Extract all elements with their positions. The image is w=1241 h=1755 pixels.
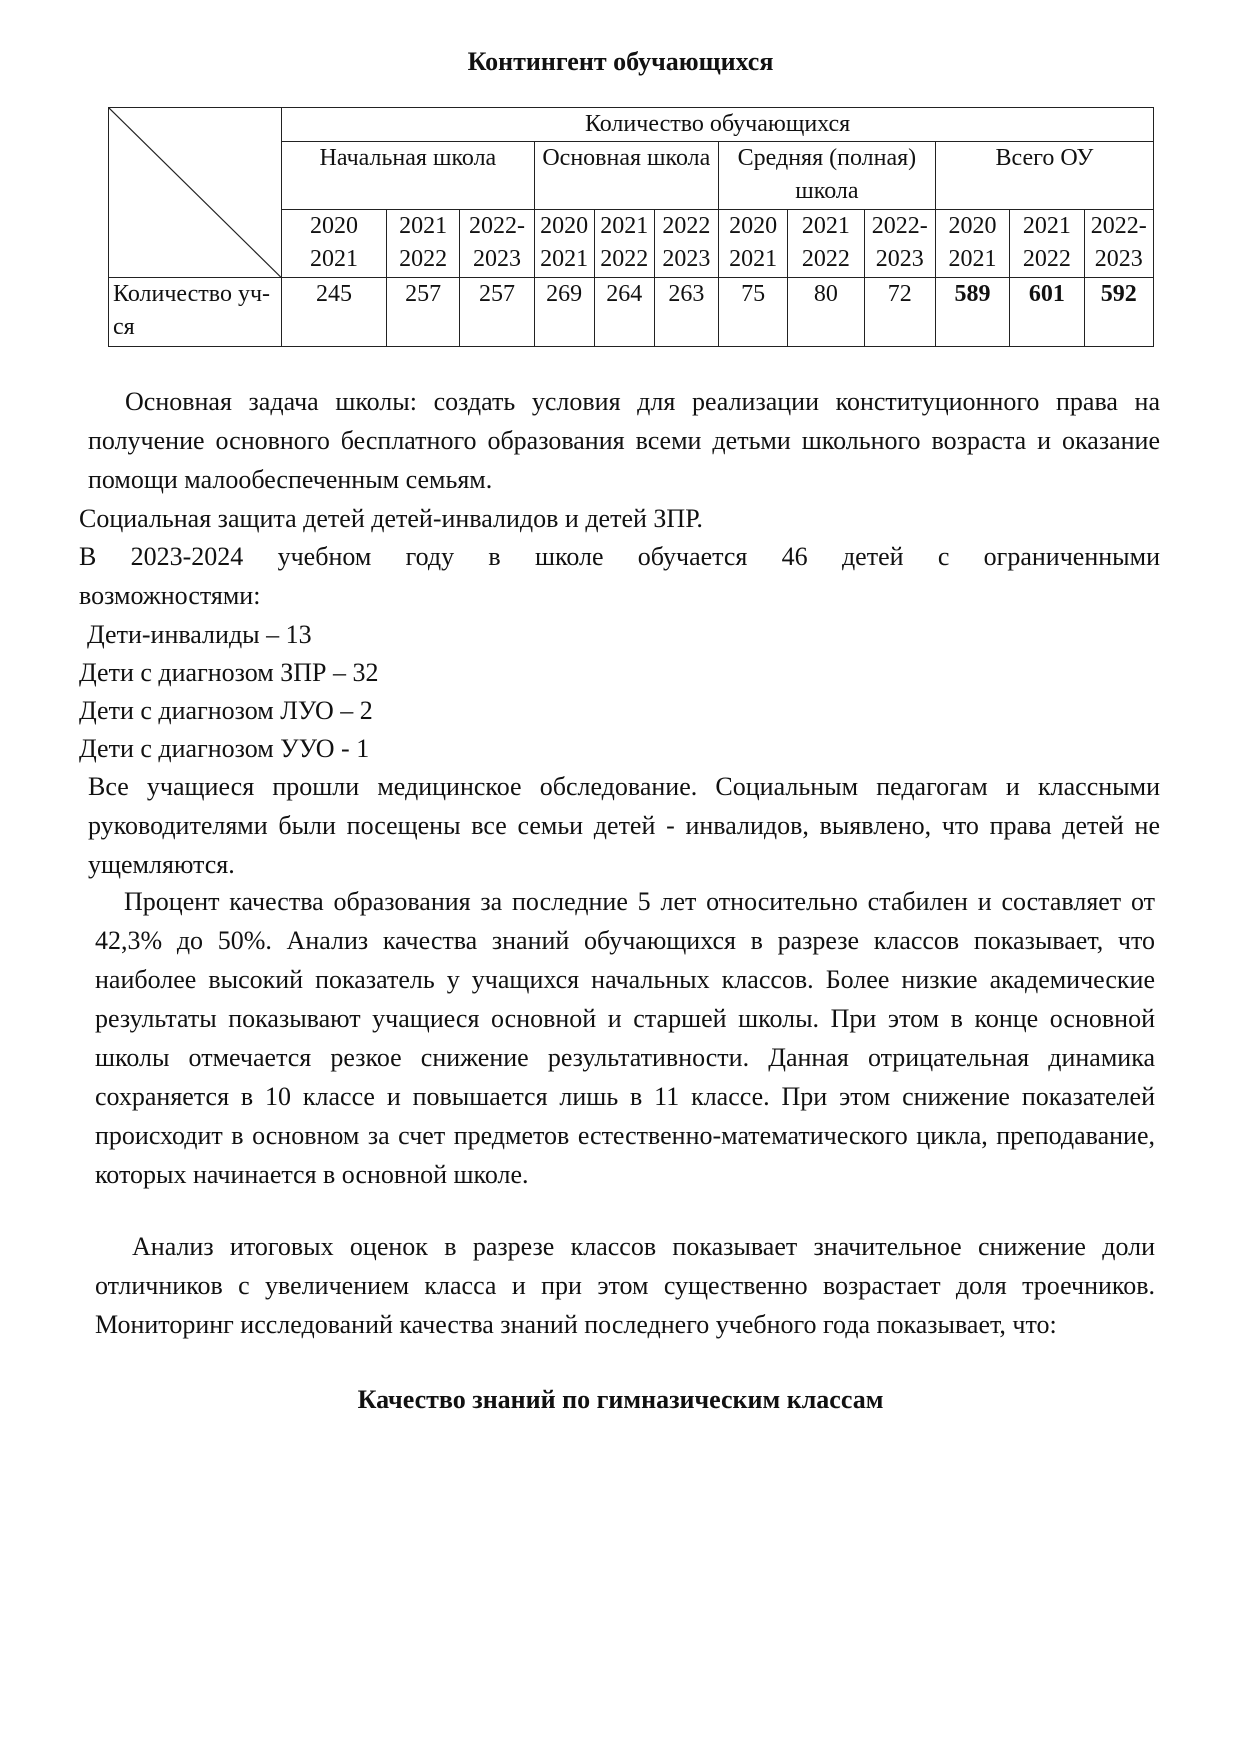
paragraph-school-task: Основная задача школы: создать условия для реализации конституционного права на получение основного бесплатного образования всеми детьми школьного возраста и оказание помощи малообеспеченным семьям. (88, 387, 1160, 494)
table-row (109, 278, 1154, 347)
diagonal-line (109, 108, 281, 277)
list-item-disabled: Дети-инвалиды – 13 (87, 620, 312, 649)
year-header: 2020 2021 (718, 209, 787, 278)
group-header: Количество обучающихся (282, 108, 1154, 142)
year-header: 2022- 2023 (460, 209, 534, 278)
paragraph-quality-analysis: Процент качества образования за последние 5 лет относительно стабилен и составляет от 42,3% до 50%. Анализ качества знаний обучающихся в разрезе классов показывает, что наиболее высокий показатель у учащихся начальных классов. Более низкие академические результаты показывают учащиеся основной и старшей школы. При этом в конце основной школы отмечается резкое снижение результативности. Данная отрицательная динамика сохраняется в 10 классе и повышается лишь в 11 классе. При этом снижение показателей происходит в основном за счет предметов естественно-математического цикла, преподавание, которых начинается в основной школе. (95, 887, 1155, 1189)
year-header: 2021 2022 (788, 209, 864, 278)
level-header: Средняя (полная) школа (718, 142, 935, 210)
paragraph-medical-exam: Все учащиеся прошли медицинское обследование. Социальным педагогам и классными руководителями были посещены все семьи детей - инвалидов, выявлено, что права детей не ущемляются. (88, 772, 1160, 879)
year-header: 2022- 2023 (864, 209, 935, 278)
diagonal-header-cell (109, 108, 282, 278)
year-header: 2021 2022 (1010, 209, 1084, 278)
year-header: 2021 2022 (387, 209, 460, 278)
value-cell: 245 (282, 278, 387, 347)
total-cell: 601 (1010, 278, 1084, 347)
value-cell: 75 (718, 278, 787, 347)
year-header: 2022- 2023 (1084, 209, 1154, 278)
contingent-table (108, 107, 1154, 347)
year-header: 2020 2021 (534, 209, 594, 278)
year-header: 2020 2021 (935, 209, 1009, 278)
value-cell: 257 (387, 278, 460, 347)
list-item-zpr: Дети с диагнозом ЗПР – 32 (79, 658, 379, 687)
list-item-uuo: Дети с диагнозом УУО - 1 (79, 734, 370, 763)
row-label: Количество уч-ся (109, 278, 282, 347)
value-cell: 257 (460, 278, 534, 347)
value-cell: 72 (864, 278, 935, 347)
section-heading: Качество знаний по гимназическим классам (357, 1385, 884, 1414)
level-header: Начальная школа (282, 142, 535, 210)
value-cell: 269 (534, 278, 594, 347)
paragraph-social-protection: Социальная защита детей детей-инвалидов и детей ЗПР. (79, 504, 703, 533)
total-cell: 592 (1084, 278, 1154, 347)
year-header: 2022 2023 (654, 209, 718, 278)
level-header: Основная школа (534, 142, 718, 210)
paragraph-limited-abilities: В 2023-2024 учебном году в школе обучается 46 детей с ограниченными возможностями: (79, 542, 1160, 610)
list-item-luo: Дети с диагнозом ЛУО – 2 (79, 696, 373, 725)
value-cell: 263 (654, 278, 718, 347)
level-header: Всего ОУ (935, 142, 1153, 210)
paragraph-final-grades: Анализ итоговых оценок в разрезе классов показывает значительное снижение доли отличников с увеличением класса и при этом существенно возрастает доля троечников. Мониторинг исследований качества знаний последнего учебного года показывает, что: (95, 1232, 1155, 1339)
value-cell: 80 (788, 278, 864, 347)
page-title: Контингент обучающихся (467, 47, 774, 76)
total-cell: 589 (935, 278, 1009, 347)
value-cell: 264 (594, 278, 654, 347)
year-header: 2021 2022 (594, 209, 654, 278)
year-header: 2020 2021 (282, 209, 387, 278)
